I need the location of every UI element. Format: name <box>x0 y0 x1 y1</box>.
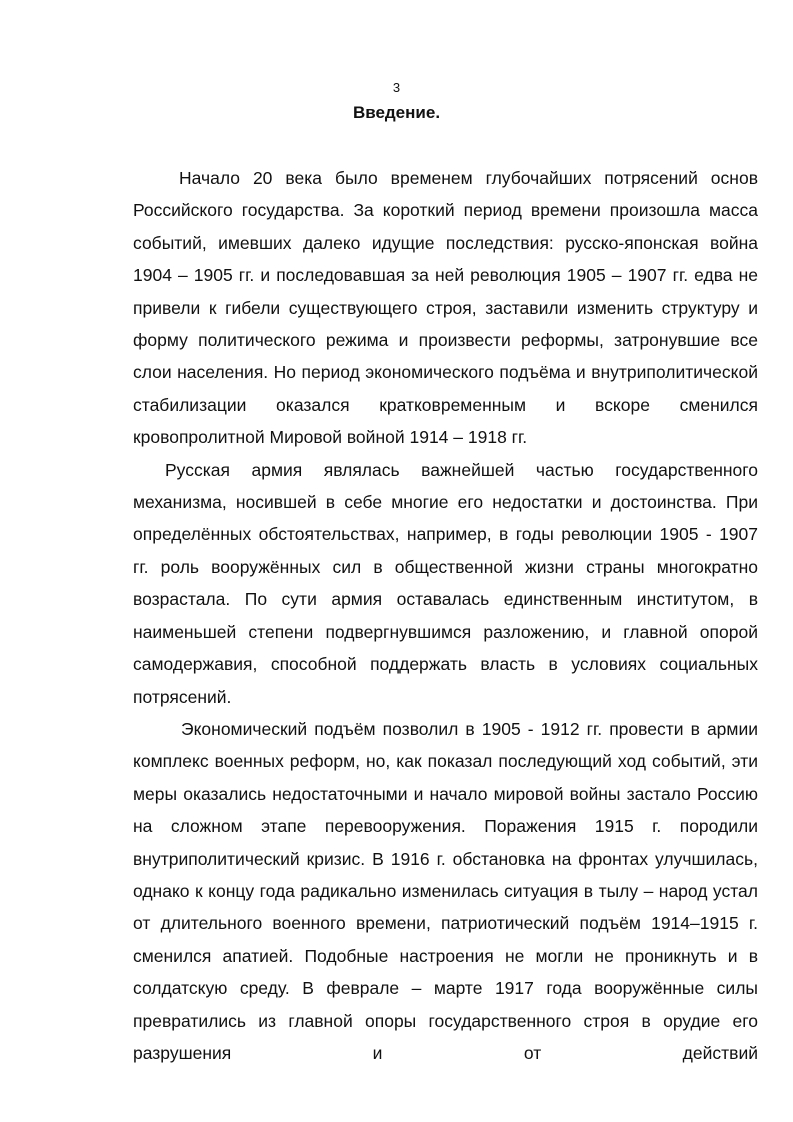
paragraph-1: Начало 20 века было временем глубочайших потрясений основ Российского государства. За короткий период времени произошла масса событий, имевших далеко идущие последствия: русско-японская война 1904 – 1905 гг. и последовавшая за ней революция 1905 – 1907 гг. едва не привели к гибели существующего строя, заставили изменить структуру и форму политического режима и произвести реформы, затронувшие все слои населения. Но период экономического подъёма и внутриполитической стабилизации оказался кратковременным и вскоре сменился кровопролитной Мировой войной 1914 – 1918 гг. <box>133 168 758 448</box>
body-text <box>133 162 758 1069</box>
paragraph-2: Русская армия являлась важнейшей частью государственного механизма, носившей в себе многие его недостатки и достоинства. При определённых обстоятельствах, например, в годы революции 1905 - 1907 гг. роль вооружённых сил в общественной жизни страны многократно возрастала. По сути армия оставалась единственным институтом, в наименьшей степени подвергнувшимся разложению, и главной опорой самодержавия, способной поддержать власть в условиях социальных потрясений. <box>133 459 758 707</box>
paragraph-3: Экономический подъём позволил в 1905 - 1912 гг. провести в армии комплекс военных реформ, но, как показал последующий ход событий, эти меры оказались недостаточными и начало мировой войны застало Россию на сложном этапе перевооружения. Поражения 1915 г. породили внутриполитический кризис. В 1916 г. обстановка на фронтах улучшилась, однако к концу года радикально изменилась ситуация в тылу – народ устал от длительного военного времени, патриотический подъём 1914–1915 г. сменился апатией. Подобные настроения не могли не проникнуть и в солдатскую среду. В феврале – марте 1917 года вооружённые силы превратились из главной опоры государственного строя в орудие его разрушения и от действий <box>133 718 758 1063</box>
section-heading: Введение. <box>352 103 441 122</box>
page-number: 3 <box>392 80 401 95</box>
